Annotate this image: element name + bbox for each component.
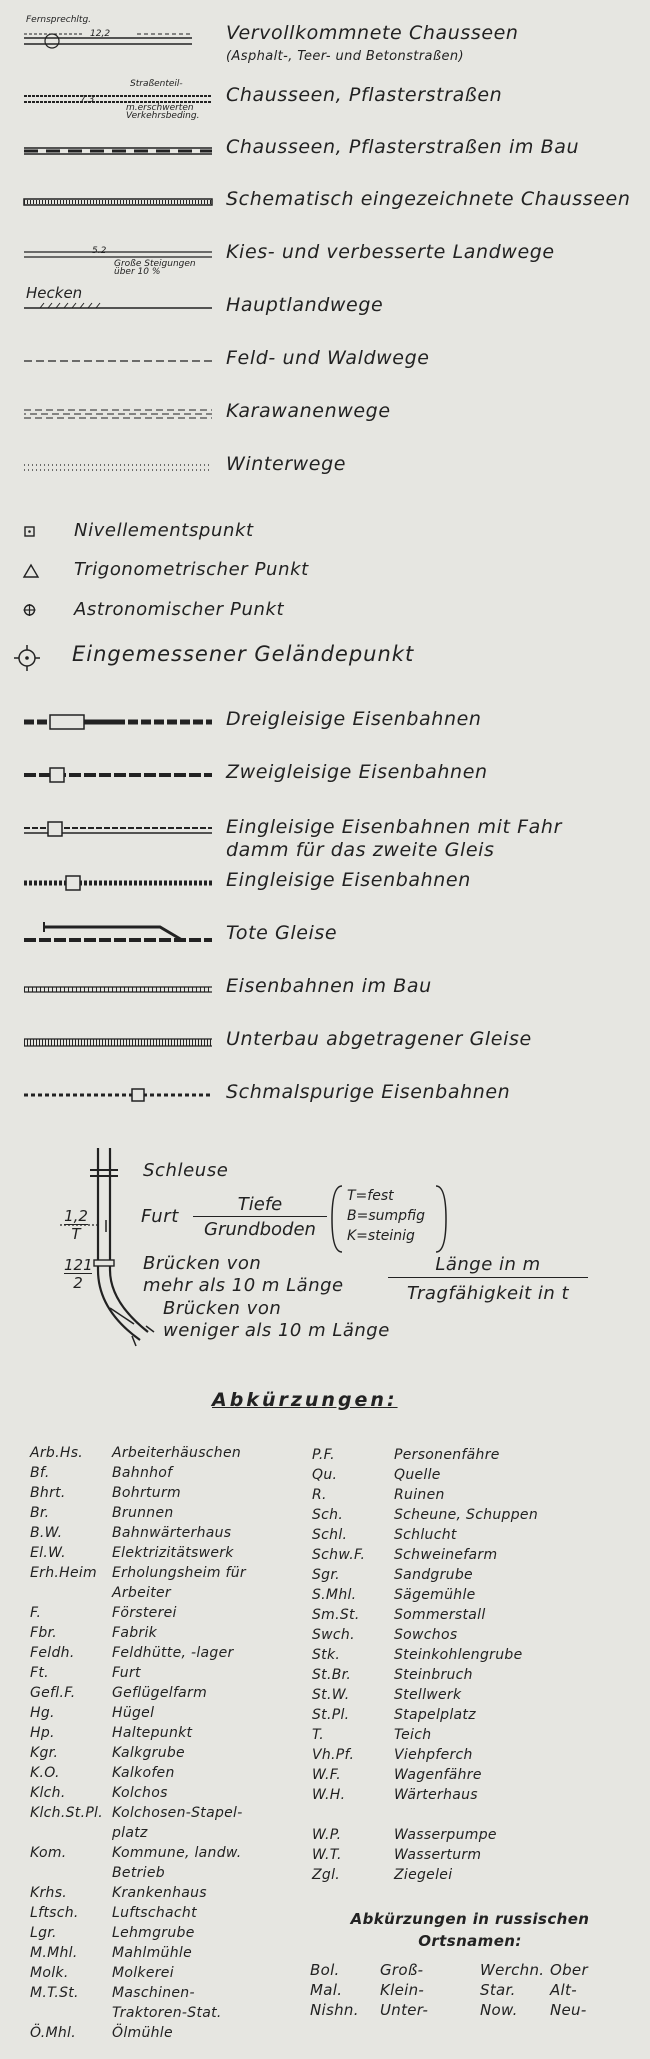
abbreviation-code: B.W. [30,1525,63,1541]
abbreviation-meaning: Sowchos [394,1627,458,1643]
paved-road-symbol [22,80,212,120]
legend-row-vervollkommnete-chausseen [0,14,650,64]
legend-row-winterwege [0,449,650,489]
legend-row-dreigleisig [0,704,650,744]
abbreviation-meaning: Personenfähre [394,1447,500,1463]
legend-label: Nivellementspunkt [74,520,254,541]
legend-row-karawanenwege [0,396,650,436]
field-road-symbol [22,343,212,383]
abbreviation-code: Erh.Heim [30,1565,97,1581]
legend-row-hauptlandwege [0,284,650,330]
slope-label-2: über 10 % [114,267,161,277]
legend-row-chausseen [0,80,650,120]
abbreviation-meaning: Försterei [112,1605,177,1621]
german-equivalent: Klein- [380,1981,425,1999]
legend-row-eingleisig [0,865,650,905]
abbreviation-code: Ft. [30,1665,49,1681]
abbreviation-code: Bf. [30,1465,50,1481]
abbreviation-code: M.Mhl. [30,1945,78,1961]
ground-type-sumpfig: B=sumpfig [347,1208,425,1224]
abbreviation-meaning: Traktoren-Stat. [112,2005,222,2021]
furt-ground-label: Grundboden [204,1219,316,1240]
abbreviation-code: W.P. [312,1827,342,1843]
legend-row-chausseen-im-bau [0,132,650,172]
abbreviation-meaning: Wärterhaus [394,1787,478,1803]
abbreviation-code: Sm.St. [312,1607,360,1623]
legend-label: Feld- und Waldwege [226,347,430,369]
abbreviations-title: Abkürzungen: [212,1389,398,1411]
road-section-label-3: Verkehrsbeding. [126,111,200,121]
bridge-length-header: Länge in m [388,1253,588,1278]
abbreviation-code: Stk. [312,1647,341,1663]
legend-label: Dreigleisige Eisenbahnen [226,708,482,730]
abbreviation-meaning: Kalkofen [112,1765,175,1781]
legend-row-eingleisig-fahrdamm [0,812,650,862]
legend-label: Astronomischer Punkt [74,599,285,620]
abbreviation-code: W.T. [312,1847,342,1863]
legend-label: Zweigleisige Eisenbahnen [226,761,488,783]
german-equivalent: Ober [550,1961,588,1979]
abbreviation-code: Qu. [312,1467,338,1483]
russian-abbreviations-title-line2: Ortsnamen: [418,1932,522,1950]
abbreviation-code: T. [312,1727,324,1743]
legend-row-nivellementspunkt [0,515,650,555]
ground-type-legend [347,1186,425,1246]
legend-row-astronomischer-punkt [0,595,650,635]
abbreviation-meaning: Geflügelfarm [112,1685,208,1701]
abbreviation-meaning: Sägemühle [394,1587,476,1603]
legend-label: Unterbau abgetragener Gleise [226,1028,532,1050]
bridge-long-label [143,1253,344,1297]
abbreviation-code: Lgr. [30,1925,57,1941]
abbreviation-code: Krhs. [30,1885,68,1901]
abbreviation-meaning: Kommune, landw. [112,1845,242,1861]
bridge-long-label-line1: Brücken von [143,1253,262,1274]
abbreviation-code: St.Pl. [312,1707,350,1723]
road-section-label-2: m.erschwerten [126,103,194,113]
abbreviation-code: Lftsch. [30,1905,79,1921]
abbreviation-meaning: Mahlmühle [112,1945,193,1961]
bracket-left [328,1184,346,1254]
cross-circle-icon [22,595,62,635]
abbreviation-meaning: Feldhütte, -lager [112,1645,234,1661]
abbreviation-code: Hp. [30,1725,55,1741]
abbreviation-code: Bhrt. [30,1485,66,1501]
abbreviation-meaning: Stapelplatz [394,1707,476,1723]
road-width-label: 12,2 [90,29,111,39]
russian-abbreviation: Mal. [310,1981,343,1999]
abbreviation-meaning: Quelle [394,1467,441,1483]
target-icon [22,640,62,680]
legend-label-continued: damm für das zweite Gleis [226,839,495,861]
abbreviation-code: Zgl. [312,1867,341,1883]
abbreviation-meaning: Lehmgrube [112,1925,195,1941]
russian-abbreviation: Bol. [310,1961,340,1979]
legend-row-water-bridges [0,1140,650,1350]
furt-depth-label: Tiefe [193,1194,327,1217]
abbreviation-meaning: Ölmühle [112,2025,173,2041]
abbreviation-meaning: Sandgrube [394,1567,473,1583]
schleuse-label: Schleuse [143,1160,229,1181]
abbreviation-code: Sch. [312,1507,344,1523]
abbreviation-code: F. [30,1605,42,1621]
bridge-short-label-line1: Brücken von [163,1298,282,1319]
german-equivalent: Neu- [550,2001,587,2019]
abbreviation-code: W.H. [312,1787,346,1803]
legend-label: Chausseen, Pflasterstraßen im Bau [226,136,580,158]
legend-label: Eingleisige Eisenbahnen [226,869,471,891]
abbreviation-meaning: Bahnwärterhaus [112,1525,232,1541]
winter-road-symbol [22,449,212,489]
ford-ground-value: T [71,1225,81,1243]
abbreviation-code: Hg. [30,1705,55,1721]
abbreviation-code: Molk. [30,1965,69,1981]
single-track-with-embankment-symbol [22,812,212,852]
abbreviation-code: Sgr. [312,1567,340,1583]
triangle-icon [22,555,62,595]
road-under-construction-symbol [22,132,212,172]
abbreviation-code: Kom. [30,1845,67,1861]
legend-label: Tote Gleise [226,922,338,944]
abbreviation-code: K.O. [30,1765,60,1781]
legend-label: Vervollkommnete Chausseen [226,22,519,44]
abbreviation-meaning: Stellwerk [394,1687,462,1703]
abbreviation-code: St.Br. [312,1667,352,1683]
legend-row-kieswege [0,237,650,277]
german-equivalent: Groß- [380,1961,424,1979]
single-track-railway-symbol [22,865,212,905]
abbreviation-meaning: Arbeiter [112,1585,171,1601]
ground-type-steinig: K=steinig [347,1228,415,1244]
russian-abbreviation: Now. [480,2001,518,2019]
abbreviation-code: Swch. [312,1627,355,1643]
hedge-label: Hecken [26,284,83,302]
abbreviation-meaning: Maschinen- [112,1985,195,2001]
abbreviation-meaning: Sommerstall [394,1607,486,1623]
legend-row-schematisch [0,184,650,224]
abbreviation-meaning: Furt [112,1665,141,1681]
abbreviation-meaning: Erholungsheim für [112,1565,246,1581]
square-dot-icon [22,515,62,555]
legend-label: Schmalspurige Eisenbahnen [226,1081,511,1103]
abbreviation-code: Br. [30,1505,50,1521]
legend-row-feldwege [0,343,650,383]
russian-abbreviation: Nishn. [310,2001,359,2019]
abbreviation-meaning: platz [112,1825,148,1841]
abbreviation-meaning: Steinkohlengrube [394,1647,523,1663]
abbreviation-code: R. [312,1487,327,1503]
abbreviation-meaning: Kolchos [112,1785,168,1801]
russian-abbreviation: Werchn. [480,1961,545,1979]
abbreviation-meaning: Scheune, Schuppen [394,1507,539,1523]
ground-type-fest: T=fest [347,1188,394,1204]
abbreviation-code: P.F. [312,1447,335,1463]
abbreviation-meaning: Krankenhaus [112,1885,207,1901]
legend-label: Schematisch eingezeichnete Chausseen [226,188,631,210]
legend-label: Eingleisige Eisenbahnen mit Fahr [226,816,562,838]
bracket-right [432,1184,450,1254]
abbreviation-meaning: Fabrik [112,1625,158,1641]
abbreviation-code: M.T.St. [30,1985,79,2001]
abbreviation-meaning: Kolchosen-Stapel- [112,1805,243,1821]
bridge-short-label-line2: weniger als 10 m Länge [163,1320,390,1341]
abbreviation-meaning: Wasserpumpe [394,1827,497,1843]
abbreviation-code: Feldh. [30,1645,75,1661]
abbreviation-code: Ö.Mhl. [30,2025,76,2041]
legend-row-tote-gleise [0,918,650,958]
abbreviation-meaning: Bahnhof [112,1465,173,1481]
abbreviation-code: El.W. [30,1545,66,1561]
railway-under-construction-symbol [22,971,212,1011]
legend-label: Eingemessener Geländepunkt [72,642,415,666]
narrow-gauge-railway-symbol [22,1077,212,1117]
abbreviation-code: W.F. [312,1767,342,1783]
road-width-label: 7.3 [80,95,95,105]
slope-label: Große Steigungen [114,259,196,269]
dismantled-track-symbol [22,1024,212,1064]
triple-track-railway-symbol [22,704,212,744]
abbreviation-meaning: Ruinen [394,1487,445,1503]
abbreviation-code: Schl. [312,1527,348,1543]
abbreviation-code: St.W. [312,1687,350,1703]
abbreviation-code: Klch. [30,1785,66,1801]
russian-abbreviations-title-line1: Abkürzungen in russischen [350,1910,590,1928]
russian-abbreviation: Star. [480,1981,516,1999]
abbreviation-meaning: Arbeiterhäuschen [112,1445,242,1461]
legend-label: Karawanenwege [226,400,391,422]
legend-label: Trigonometrischer Punkt [74,559,309,580]
abbreviation-code: Fbr. [30,1625,58,1641]
legend-row-eisenbahnen-im-bau [0,971,650,1011]
abbreviation-meaning: Teich [394,1727,432,1743]
abbreviation-meaning: Schweinefarm [394,1547,498,1563]
german-equivalent: Alt- [550,1981,577,1999]
abbreviation-code: Kgr. [30,1745,59,1761]
abbreviation-meaning: Hügel [112,1705,155,1721]
abbreviation-code: Gefl.F. [30,1685,76,1701]
bridge-length-value: 121 [64,1256,93,1274]
bridge-capacity-header: Tragfähigkeit in t [406,1283,570,1304]
caravan-road-symbol [22,396,212,436]
double-track-railway-symbol [22,757,212,797]
abbreviation-meaning: Haltepunkt [112,1725,193,1741]
abbreviation-meaning: Steinbruch [394,1667,473,1683]
furt-label: Furt [141,1206,179,1227]
abbreviation-meaning: Bohrturm [112,1485,181,1501]
abbreviation-meaning: Elektrizitätswerk [112,1545,234,1561]
abbreviation-meaning: Molkerei [112,1965,174,1981]
legend-label: Winterwege [226,453,347,475]
abbreviation-meaning: Ziegelei [394,1867,453,1883]
bridge-short-label [163,1298,390,1342]
abbreviation-meaning: Wagenfähre [394,1767,482,1783]
abbreviation-code: S.Mhl. [312,1587,357,1603]
schematic-road-symbol [22,184,212,224]
abbreviation-meaning: Wasserturm [394,1847,482,1863]
telephone-line-label: Fernsprechltg. [26,15,92,25]
abbreviation-meaning: Betrieb [112,1865,165,1881]
abbreviation-code: Klch.St.Pl. [30,1805,103,1821]
legend-row-unterbau [0,1024,650,1064]
road-section-label: Straßenteil- [130,79,183,89]
legend-label: Hauptlandwege [226,294,384,316]
legend-row-zweigleisig [0,757,650,797]
ford-depth-value: 1,2 [64,1207,88,1225]
abbreviation-code: Schw.F. [312,1547,366,1563]
legend-label: Chausseen, Pflasterstraßen [226,84,503,106]
legend-label: Eisenbahnen im Bau [226,975,432,997]
russian-abbreviations-title [330,1908,610,1952]
legend-sublabel: (Asphalt-, Teer- und Betonstraßen) [226,49,464,64]
legend-row-schmalspurig [0,1077,650,1117]
dead-track-symbol [22,918,212,958]
gravel-road-symbol [22,237,212,277]
abbreviation-code: Arb.Hs. [30,1445,84,1461]
road-width-label: 5.2 [92,246,107,256]
abbreviation-meaning: Viehpferch [394,1747,473,1763]
main-country-road-symbol [22,284,212,330]
abbreviation-code: Vh.Pf. [312,1747,355,1763]
highway-symbol [22,14,212,54]
abbreviation-meaning: Schlucht [394,1527,457,1543]
bridge-capacity-value: 2 [73,1274,83,1292]
legend-row-gelaendepunkt [0,640,650,680]
abbreviation-meaning: Kalkgrube [112,1745,185,1761]
german-equivalent: Unter- [380,2001,429,2019]
abbreviation-meaning: Luftschacht [112,1905,197,1921]
legend-label: Kies- und verbesserte Landwege [226,241,555,263]
abbreviation-meaning: Brunnen [112,1505,174,1521]
legend-row-trigonometrischer-punkt [0,555,650,595]
bridge-long-label-line2: mehr als 10 m Länge [143,1275,344,1296]
